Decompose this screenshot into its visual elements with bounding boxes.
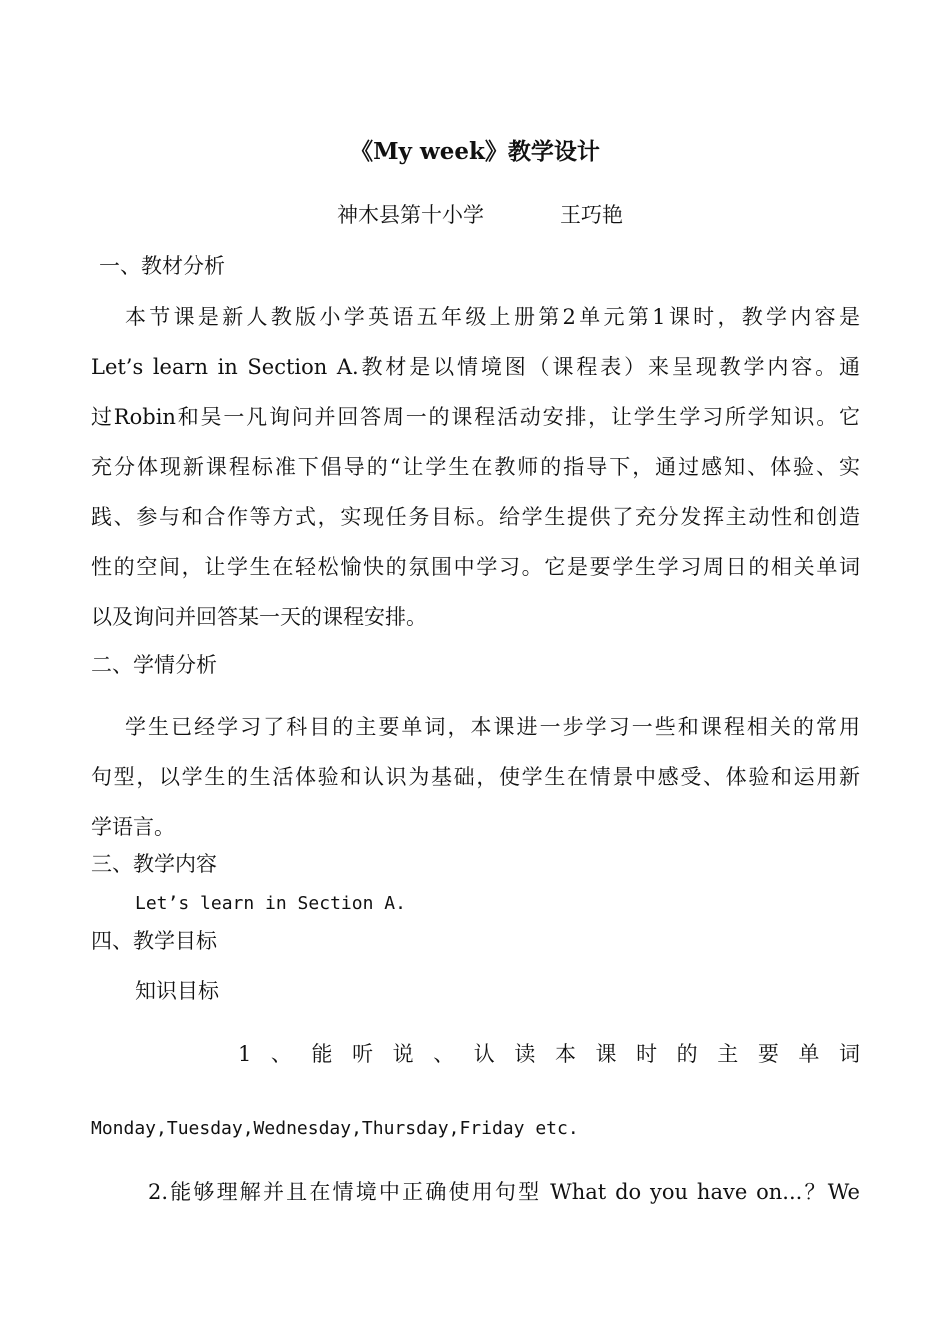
section-heading-learners: 二、学情分析	[91, 653, 217, 677]
subheading-knowledge: 知识目标	[135, 979, 219, 1003]
paragraph-line: 充分体现新课程标准下倡导的“让学生在教师的指导下，通过感知、体验、实	[91, 455, 860, 479]
paragraph-line: 学语言。	[91, 815, 175, 839]
paragraph-line: 过Robin和吴一凡询问并回答周一的课程活动安排，让学生学习所学知识。它	[91, 405, 860, 429]
paragraph-line: 践、参与和合作等方式，实现任务目标。给学生提供了充分发挥主动性和创造	[91, 505, 860, 529]
author-school: 神木县第十小学	[337, 203, 484, 227]
paragraph-line: 句型，以学生的生活体验和认识为基础，使学生在情景中感受、体验和运用新	[91, 765, 860, 789]
section-heading-materials: 一、教材分析	[99, 254, 225, 278]
objective-item-1-words: Monday,Tuesday,Wednesday,Thursday,Friday etc.	[91, 1118, 579, 1139]
paragraph-line: 本节课是新人教版小学英语五年级上册第2单元第1课时，教学内容是	[125, 305, 860, 329]
content-text: Let’s learn in Section A.	[135, 893, 406, 914]
section-heading-content: 三、教学内容	[91, 852, 217, 876]
paragraph-line: 性的空间，让学生在轻松愉快的氛围中学习。它是要学生学习周日的相关单词	[91, 555, 860, 579]
paragraph-line: Let’s learn in Section A.教材是以情境图（课程表）来呈现教学内容。通	[91, 355, 860, 379]
paragraph-line: 学生已经学习了科目的主要单词，本课进一步学习一些和课程相关的常用	[125, 715, 860, 739]
author-name: 王巧艳	[560, 203, 623, 227]
paragraph-line: 以及询问并回答某一天的课程安排。	[91, 605, 427, 629]
objective-item-2: 2.能够理解并且在情境中正确使用句型 What do you have on...？We	[148, 1180, 860, 1204]
section-heading-objectives: 四、教学目标	[91, 929, 217, 953]
objective-item-1: 1、能听说、认读本课时的主要单词	[238, 1042, 860, 1066]
document-title: 《My week》教学设计	[350, 138, 600, 165]
